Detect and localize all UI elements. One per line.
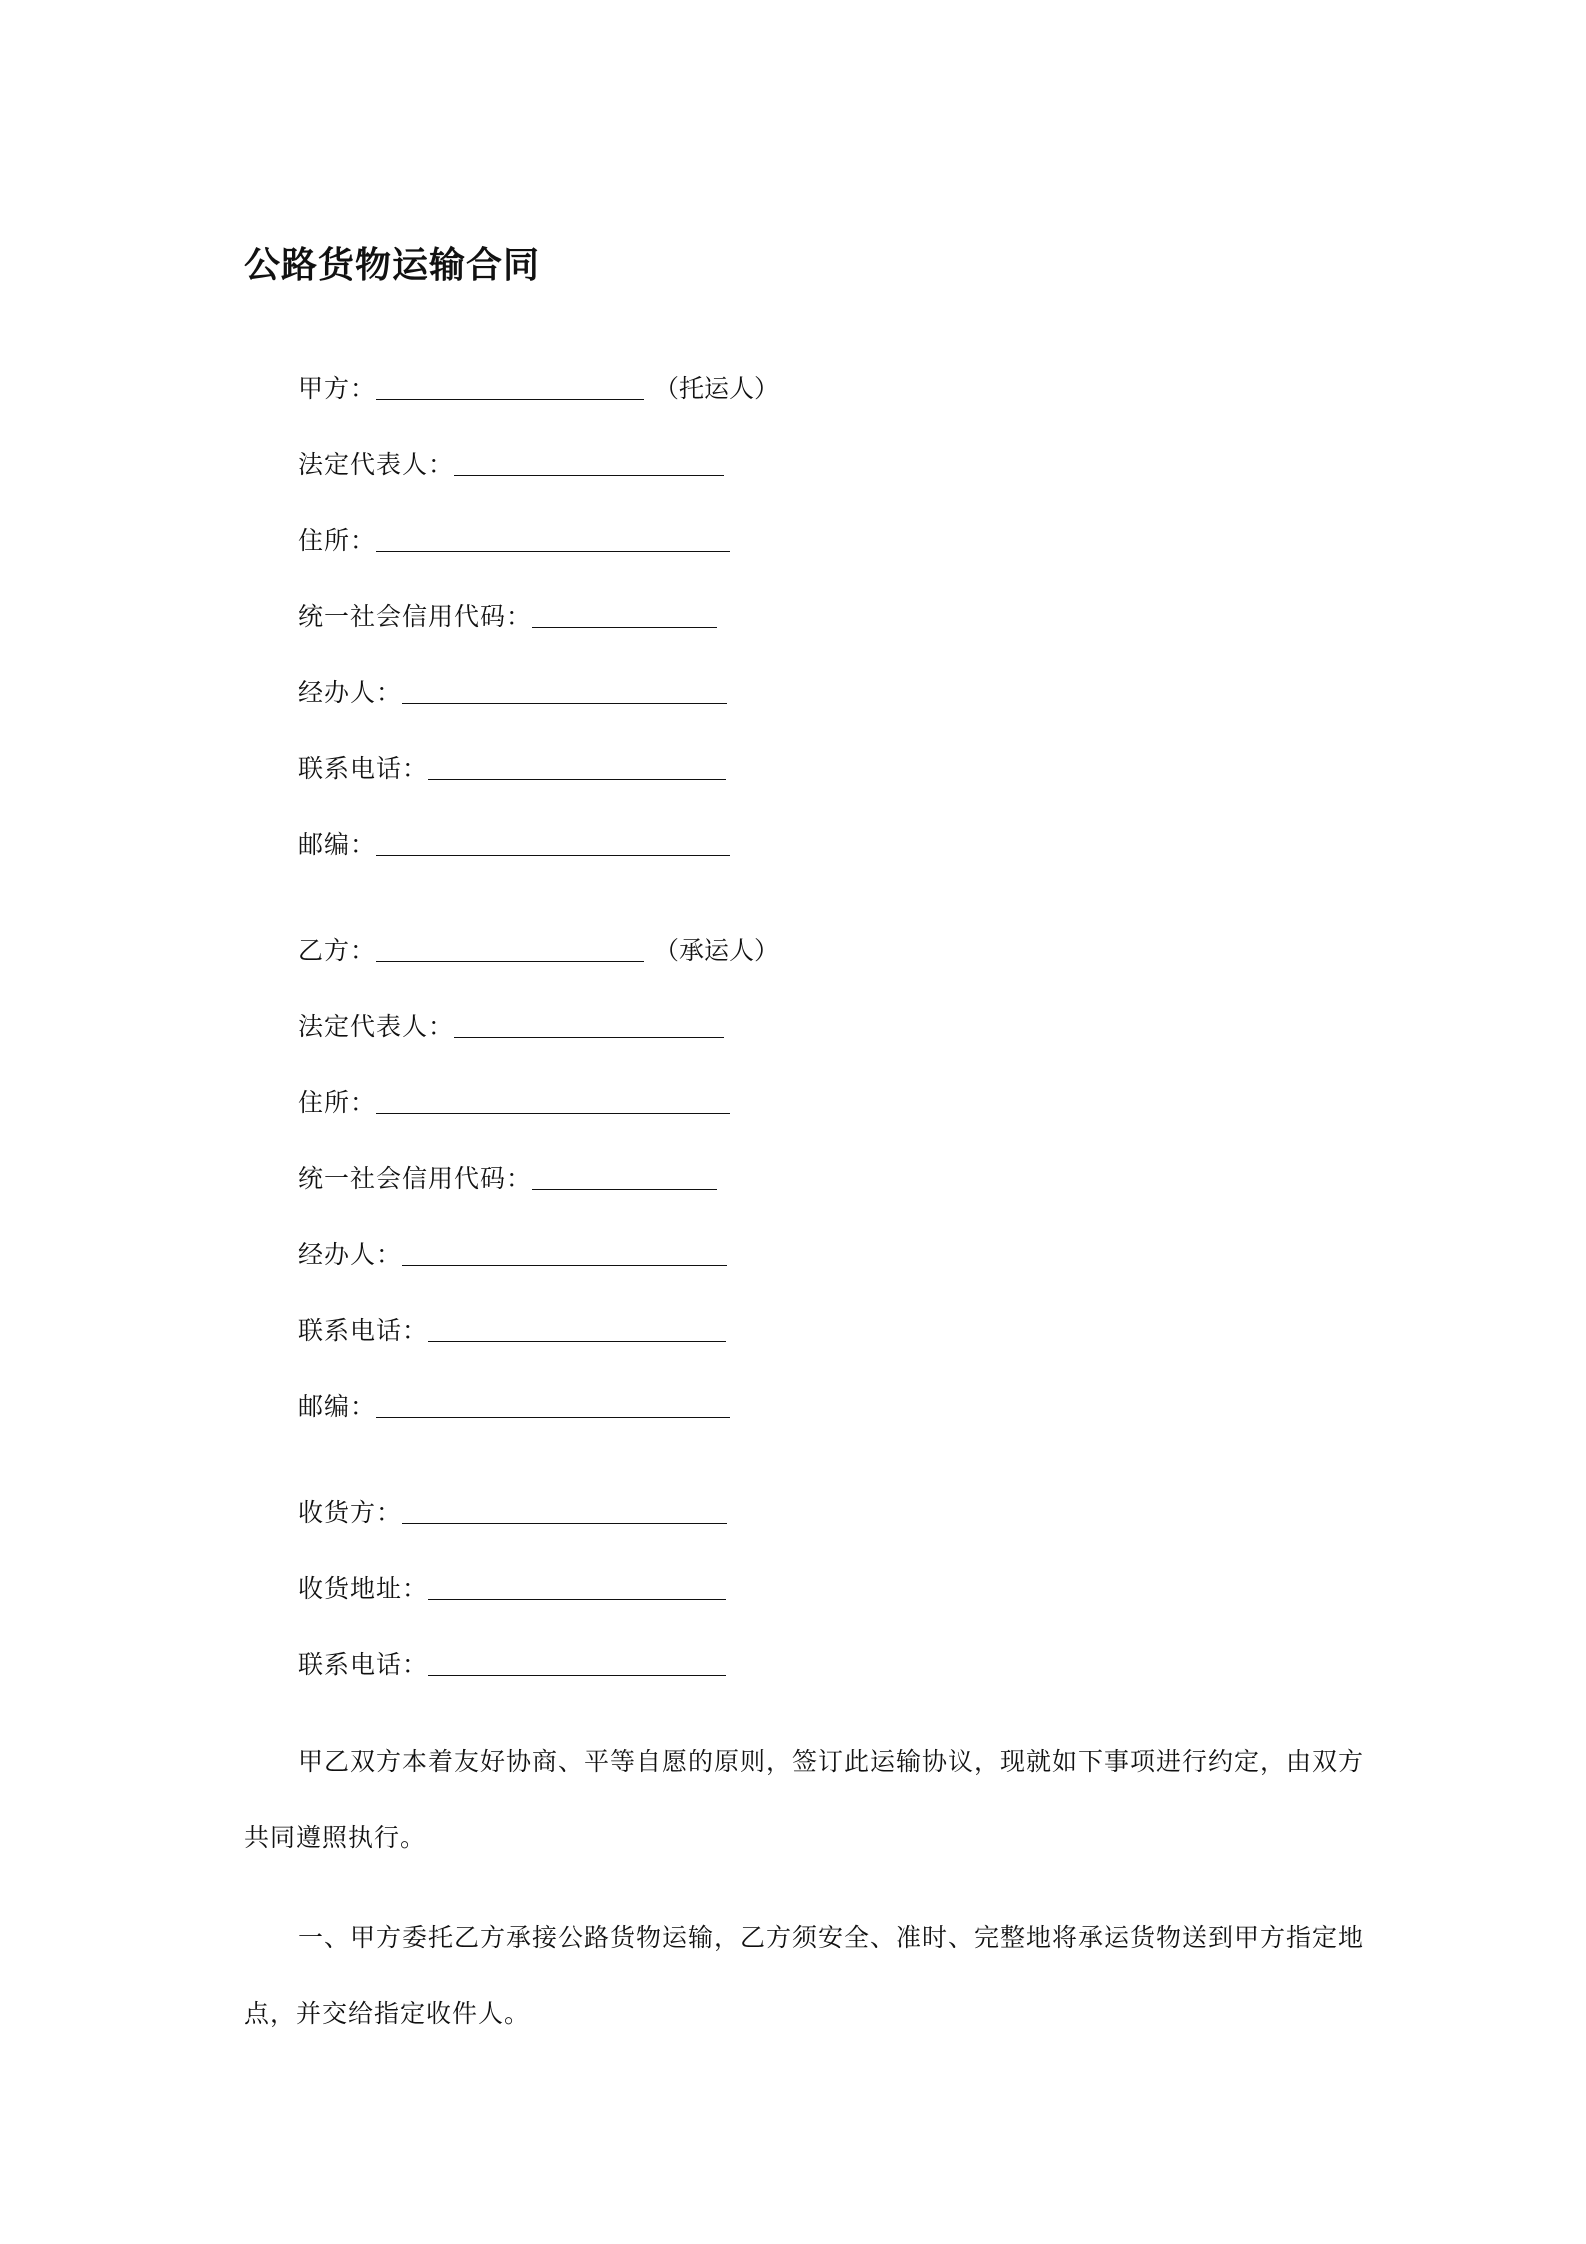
- party-a-agent-blank[interactable]: [402, 702, 727, 704]
- party-b-credit-code-blank[interactable]: [532, 1188, 717, 1190]
- party-a-credit-code-label: 统一社会信用代码：: [298, 602, 533, 631]
- party-a-phone-field: [298, 746, 726, 786]
- party-b-postcode-label: 邮编：: [298, 1392, 377, 1421]
- party-b-phone-blank[interactable]: [428, 1340, 726, 1342]
- consignee-name-field: [298, 1490, 727, 1530]
- party-a-address-field: [298, 518, 730, 558]
- party-a-role: （托运人）: [654, 374, 780, 403]
- party-a-postcode-field: [298, 822, 730, 862]
- document-title: 公路货物运输合同: [244, 245, 541, 286]
- party-b-agent-label: 经办人：: [298, 1240, 403, 1269]
- party-b-postcode-blank[interactable]: [376, 1416, 730, 1418]
- party-a-agent-field: [298, 670, 727, 710]
- consignee-address-field: [298, 1566, 726, 1606]
- consignee-name-label: 收货方：: [298, 1498, 403, 1527]
- party-b-legal-rep-label: 法定代表人：: [298, 1012, 455, 1041]
- party-a-legal-rep-label: 法定代表人：: [298, 450, 455, 479]
- party-b-postcode-field: [298, 1384, 730, 1424]
- party-a-name-blank[interactable]: [376, 398, 644, 400]
- party-b-credit-code-label: 统一社会信用代码：: [298, 1164, 533, 1193]
- party-a-address-label: 住所：: [298, 526, 377, 555]
- clause-1-paragraph: 一、甲方委托乙方承接公路货物运输，乙方须安全、准时、完整地将承运货物送到甲方指定地点，并交给指定收件人。: [244, 1923, 1365, 2028]
- party-b-name-blank[interactable]: [376, 960, 644, 962]
- consignee-phone-label: 联系电话：: [298, 1650, 429, 1679]
- party-b-name-label: 乙方：: [298, 936, 377, 965]
- party-b-phone-field: [298, 1308, 726, 1348]
- party-b-credit-code-field: [298, 1156, 717, 1196]
- party-a-name-label: 甲方：: [298, 374, 377, 403]
- party-a-agent-label: 经办人：: [298, 678, 403, 707]
- party-a-phone-label: 联系电话：: [298, 754, 429, 783]
- party-a-postcode-blank[interactable]: [376, 854, 730, 856]
- party-b-legal-rep-blank[interactable]: [454, 1036, 724, 1038]
- consignee-name-blank[interactable]: [402, 1522, 727, 1524]
- party-a-name-field: [298, 366, 779, 406]
- party-b-role: （承运人）: [654, 936, 780, 965]
- party-a-legal-rep-field: [298, 442, 724, 482]
- party-b-address-field: [298, 1080, 730, 1120]
- intro-paragraph: 甲乙双方本着友好协商、平等自愿的原则，签订此运输协议，现就如下事项进行约定，由双方共同遵照执行。: [244, 1747, 1365, 1852]
- party-b-legal-rep-field: [298, 1004, 724, 1044]
- party-b-phone-label: 联系电话：: [298, 1316, 429, 1345]
- party-b-name-field: [298, 928, 779, 968]
- party-a-postcode-label: 邮编：: [298, 830, 377, 859]
- party-a-legal-rep-blank[interactable]: [454, 474, 724, 476]
- party-a-phone-blank[interactable]: [428, 778, 726, 780]
- party-b-address-label: 住所：: [298, 1088, 377, 1117]
- party-b-agent-field: [298, 1232, 727, 1272]
- consignee-phone-field: [298, 1642, 726, 1682]
- consignee-address-blank[interactable]: [428, 1598, 726, 1600]
- party-a-credit-code-blank[interactable]: [532, 626, 717, 628]
- party-b-address-blank[interactable]: [376, 1112, 730, 1114]
- party-a-address-blank[interactable]: [376, 550, 730, 552]
- consignee-phone-blank[interactable]: [428, 1674, 726, 1676]
- consignee-address-label: 收货地址：: [298, 1574, 429, 1603]
- party-b-agent-blank[interactable]: [402, 1264, 727, 1266]
- party-a-credit-code-field: [298, 594, 717, 634]
